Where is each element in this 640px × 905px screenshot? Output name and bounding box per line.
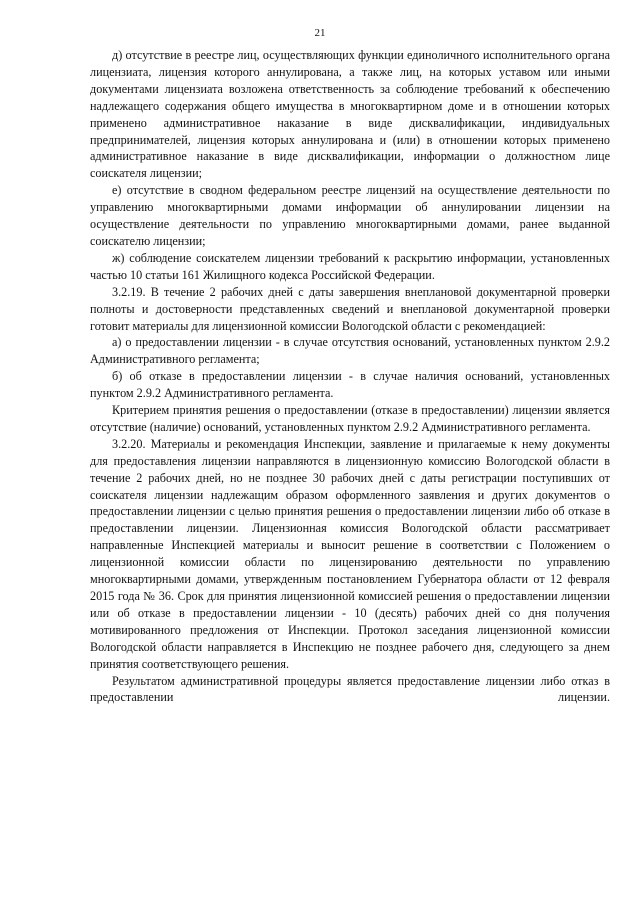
paragraph-criterion: Критерием принятия решения о предоставлении (отказе в предоставлении) лицензии является отсутствие (наличие) оснований, установленных пунктом 2.9.2 Административного регламента. bbox=[90, 403, 610, 434]
paragraph-3-2-19: 3.2.19. В течение 2 рабочих дней с даты завершения внеплановой документарной проверки полноты и достоверности представленных сведений и внеплановой документарной проверки готовит материалы для лицензионной комиссии Вологодской области с рекомендацией: bbox=[90, 284, 610, 333]
page-number: 21 bbox=[314, 27, 326, 39]
paragraph-3-2-20: 3.2.20. Материалы и рекомендация Инспекции, заявление и прилагаемые к нему документы для предоставления лицензии направляются в лицензионную комиссию Вологодской области в течение 2 рабочих дней, но не позднее 30 рабочих дней с даты регистрации поступивших от соискателя лицензии надлежащим образом оформленного заявления и других документов о предоставлении лицензии с целью принятия решения о предоставлении лицензии либо об отказе в предоставлении лицензии. Лицензионная комиссия Вологодской области рассматривает направленные Инспекцией материалы и выносит решение в соответствии с Положением о лицензионной комиссии области по лицензированию деятельности по управлению многоквартирными домами, утвержденным постановлением Губернатора области от 12 февраля 2015 года № 36. Срок для принятия лицензионной комиссией решения о предоставлении лицензии или об отказе в предоставлении лицензии - 10 (десять) рабочих дней со дня получения мотивированного предложения от Инспекции. Протокол заседания лицензионной комиссии Вологодской области направляется в Инспекцию не позднее рабочего дня, следующего за днем принятия соответствующего решения. bbox=[90, 436, 610, 671]
paragraph-d: д) отсутствие в реестре лиц, осуществляющих функции единоличного исполнительного органа лицензиата, лицензия которого аннулирована, а также лиц, на которых уставом или иными документами лицензиата возложена ответственность за соблюдение требований к обеспечению надлежащего содержания общего имущества в многоквартирном доме и в отношении которых применено административное наказание в виде дисквалификации, индивидуальных предпринимателей, лицензия которых аннулирована и (или) в отношении которых применено административное наказание в виде дисквалификации, информации о должностном лице соискателя лицензии; bbox=[90, 48, 610, 181]
paragraph-a: а) о предоставлении лицензии - в случае отсутствия оснований, установленных пунктом 2.9.2 Административного регламента; bbox=[90, 335, 610, 367]
paragraph-zh: ж) соблюдение соискателем лицензии требований к раскрытию информации, установленных частью 10 статьи 161 Жилищного кодекса Российской Федерации. bbox=[90, 250, 610, 282]
paragraph-result: Результатом административной процедуры является предоставление лицензии либо отказ в предоставлении лицензии. bbox=[90, 673, 610, 705]
paragraph-e: е) отсутствие в сводном федеральном реестре лицензий на осуществление деятельности по управлению многоквартирными домами информации об аннулировании лицензии на осуществление деятельности по управлению многоквартирными домами, ранее выданной соискателю лицензии; bbox=[90, 183, 610, 248]
document-body bbox=[90, 47, 610, 706]
paragraph-b: б) об отказе в предоставлении лицензии - в случае наличия оснований, установленных пунктом 2.9.2 Административного регламента. bbox=[90, 369, 610, 401]
